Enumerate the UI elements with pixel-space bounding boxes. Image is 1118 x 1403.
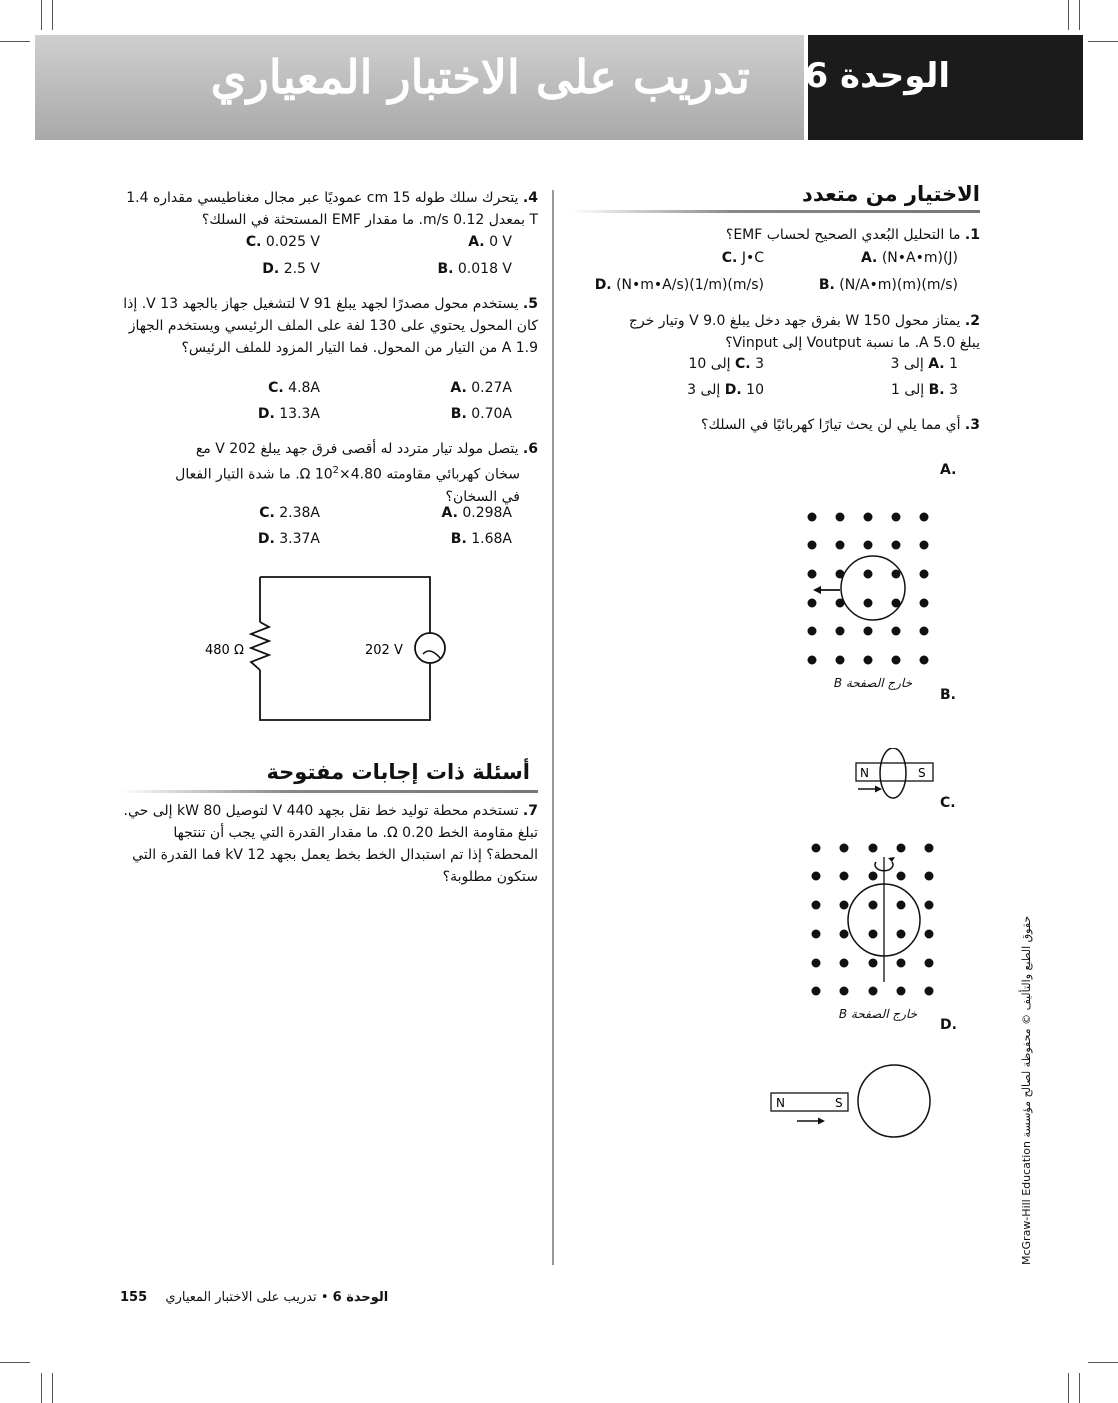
option-4b [400,261,512,277]
option-text: J•C [741,250,764,266]
option-text: (N/A•m)(m)(m/s) [839,277,958,293]
question-text: يستخدم محول مصدرًا لجهد يبلغ 91 V لتشغيل جهاز بالجهد 13 V. إذا كان المحول يحتوي على 130 لفة على الملف الرئيسي ويستخدم الجهاز 1.9 A من التيار من المحول. فما التيار المزود للملف الرئيس؟ [123,296,538,356]
option-text: 3 إلى 1 [890,382,958,398]
option-letter: B. [450,531,467,547]
crop-mark [1079,1373,1080,1403]
option-1c [640,250,764,266]
figure-b-magnet-loop [850,748,940,808]
crop-mark [41,0,42,30]
option-letter: D. [262,261,280,277]
option-letter: C. [735,356,751,372]
question-text: يتحرك سلك طوله 15 cm عموديًا عبر مجال مغناطيسي مقداره 1.4 T بمعدل 0.12 m/s. ما مقدار EMF المستحثة في السلك؟ [126,190,538,228]
option-letter: C. [721,250,738,266]
option-text: 1.68A [471,531,512,547]
section-heading-rule [570,210,980,213]
footer-bullet: • [320,1290,329,1305]
magnet-n-pole: N [776,1096,785,1110]
figure-letter-b: B. [940,687,956,703]
option-text: 4.8A [288,380,320,396]
wire-loop [880,748,906,798]
option-letter: A. [928,356,945,372]
question-text: Ω. ما شدة التيار الفعال [175,466,315,483]
option-2b [860,382,958,398]
option-text: 2.5 V [283,261,320,277]
magnet-s-pole: S [835,1096,843,1110]
field-caption: خارج الصفحة B [833,676,912,690]
option-letter: A. [441,505,458,521]
question-number: 6. [522,441,538,457]
option-6a [400,505,512,521]
option-text: 10 إلى 3 [687,382,764,398]
option-1a [790,250,958,266]
option-6d [220,531,320,547]
option-text: 0.298A [462,505,512,521]
question-3 [600,414,980,436]
option-letter: B. [437,261,454,277]
question-number: 7. [522,803,538,819]
option-letter: C. [268,380,284,396]
option-2c [660,356,764,372]
figure-c-rotating-loop [800,832,945,1007]
field-dots [812,844,934,996]
question-7 [120,800,538,888]
question-text: سخان كهربائي مقاومته 4.80×10 [314,466,520,483]
crop-mark [1068,1373,1069,1403]
option-letter: B. [818,277,835,293]
option-2a [860,356,958,372]
crop-mark [0,1362,30,1363]
resistor [251,622,269,670]
option-text: 0.025 V [265,234,320,250]
crop-mark [52,1373,53,1403]
footer-title [165,1290,388,1305]
option-letter: D. [257,531,275,547]
option-letter: B. [450,406,467,422]
question-text: تستخدم محطة توليد خط نقل بجهد 440 V لتوصيل 80 kW إلى حي. تبلغ مقاومة الخط 0.20 Ω. ما مقدار القدرة التي يجب أن تنتجها المحطة؟ إذا تم استبدال الخط بخط يعمل بجهد 12 kV فما القدرة التي ستكون مطلوبة؟ [123,803,538,885]
question-4 [120,187,538,231]
question-number: 5. [522,296,538,312]
option-letter: C. [245,234,262,250]
question-number: 4. [522,190,538,206]
option-5d [230,406,320,422]
option-text: 0.70A [471,406,512,422]
crop-mark [0,41,30,42]
figure-a-field-loop [795,500,945,675]
option-text: 13.3A [279,406,320,422]
page-number: 155 [120,1290,148,1305]
motion-arrow [858,786,882,793]
option-letter: D. [724,382,742,398]
question-number: 2. [964,313,980,329]
option-text: 2.38A [279,505,320,521]
option-4c [210,234,320,250]
figure-letter-a: A. [940,462,957,478]
field-caption: خارج الصفحة B [838,1007,917,1021]
option-5c [230,380,320,396]
question-text: في السخان؟ [445,488,520,505]
crop-mark [1068,0,1069,30]
magnet-n-pole: N [860,766,869,780]
section-heading-multiple-choice: الاختيار من متعدد [802,182,980,206]
question-2 [620,310,980,354]
option-6b [400,531,512,547]
option-text: (N•A•m)(J) [881,250,958,266]
voltage-label: 202 V [365,643,403,658]
exponent: 2 [332,465,340,476]
option-5a [420,380,512,396]
question-number: 1. [964,227,980,243]
crop-mark [1088,1362,1118,1363]
question-1 [580,224,980,246]
question-6 [120,438,538,508]
question-6-line-1 [120,438,538,460]
crop-mark [1088,41,1118,42]
option-1b [770,277,958,293]
question-6-line-2 [120,460,520,486]
option-letter: A. [450,380,467,396]
option-4a [420,234,512,250]
crop-mark [41,1373,42,1403]
option-letter: D. [257,406,275,422]
figure-letter-d: D. [940,1017,957,1033]
crop-mark [1079,0,1080,30]
option-2d [660,382,764,398]
option-letter: A. [860,250,878,266]
field-dots [808,513,929,665]
resistance-label: 480 Ω [205,643,244,658]
option-letter: A. [468,234,485,250]
section-heading-rule [120,790,538,793]
question-text: أي مما يلي لن يحث تيارًا كهربائيًا في السلك؟ [701,417,961,433]
footer-module: الوحدة 6 [332,1290,389,1305]
circuit-wire [260,577,430,720]
option-1d [572,277,764,293]
module-label: الوحدة 6 [804,56,950,96]
option-letter: B. [928,382,945,398]
circuit-diagram [195,570,455,730]
page-title: تدريب على الاختبار المعياري [210,50,750,104]
question-number: 3. [964,417,980,433]
figure-letter-c: C. [940,795,956,811]
footer-title-text: تدريب على الاختبار المعياري [165,1290,317,1305]
option-text: 3 إلى 10 [688,356,764,372]
option-6c [220,505,320,521]
option-text: 0 V [489,234,512,250]
figure-d-magnet-loop [765,1060,940,1145]
motion-arrow [797,1118,825,1125]
magnet-s-pole: S [918,766,926,780]
option-text: (N•m•A/s)(1/m)(m/s) [616,277,764,293]
option-text: 0.018 V [457,261,512,277]
wire-loop [841,556,905,620]
option-letter: C. [259,505,275,521]
rotation-arrowhead [888,857,895,862]
question-text: يتصل مولد تيار متردد له أقصى فرق جهد يبلغ 202 V مع [195,441,519,457]
wire-loop [858,1065,930,1137]
section-heading-extended-response: أسئلة ذات إجابات مفتوحة [266,760,530,784]
question-text: ما التحليل البُعدي الصحيح لحساب EMF؟ [725,227,961,243]
option-text: 1 إلى 3 [890,356,958,372]
copyright-notice: حقوق الطبع والتأليف © محفوظة لصالح مؤسسة McGraw-Hill Education [1020,915,1033,1265]
option-4d [230,261,320,277]
question-5 [120,293,538,359]
page-footer [120,1290,388,1305]
option-text: 0.27A [471,380,512,396]
option-5b [420,406,512,422]
option-letter: D. [594,277,612,293]
question-text: يمتاز محول 150 W بفرق جهد دخل يبلغ 9.0 V وتيار خرج يبلغ 5.0 A. ما نسبة Voutput إلى Vinput؟ [628,313,980,351]
motion-arrow [813,586,840,594]
column-divider [552,190,554,1265]
crop-mark [52,0,53,30]
option-text: 3.37A [279,531,320,547]
